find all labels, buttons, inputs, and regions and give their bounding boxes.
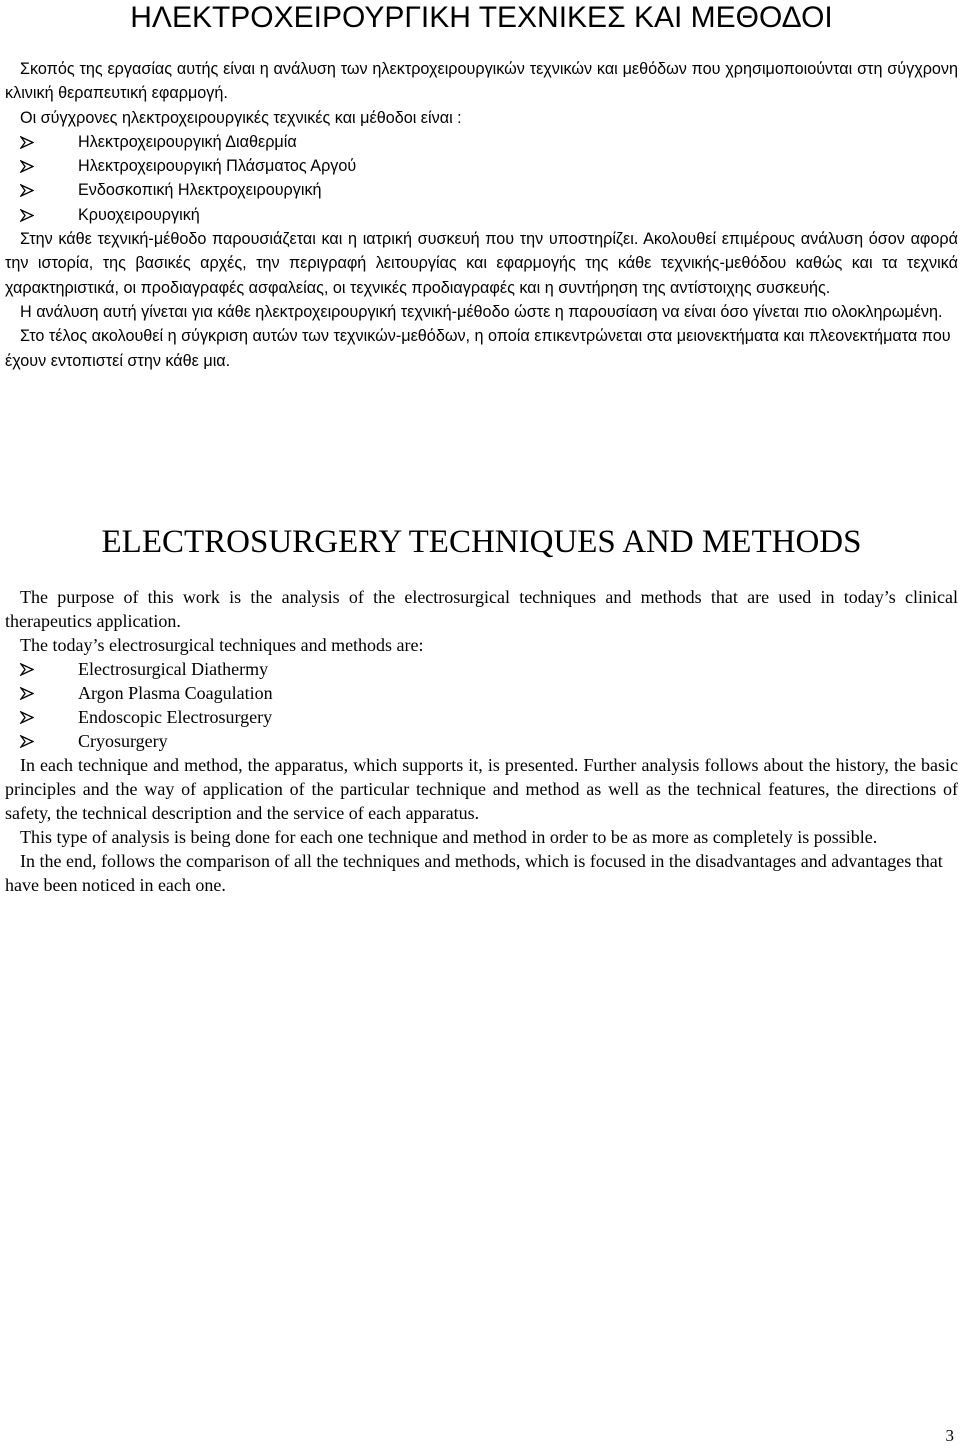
english-list-intro: The today’s electrosurgical techniques and methods are: — [20, 635, 424, 655]
english-paragraph-3: In the end, follows the comparison of all the techniques and methods, which is focused in the disadvantages and advantages that have been noticed in each one. — [5, 851, 943, 895]
list-item-label: Κρυοχειρουργική — [78, 205, 200, 224]
english-intro-paragraph: The purpose of this work is the analysis of the electrosurgical techniques and methods that are used in today’s clinical therapeutics application. — [5, 587, 958, 631]
greek-list-intro: Οι σύγχρονες ηλεκτροχειρουργικές τεχνικές και μέθοδοι είναι : — [20, 108, 462, 127]
list-item-label: Electrosurgical Diathermy — [78, 659, 269, 679]
list-item — [20, 154, 958, 178]
arrowhead-bullet-icon — [20, 184, 34, 197]
arrowhead-bullet-icon — [20, 136, 34, 149]
arrowhead-bullet-icon — [20, 735, 34, 748]
list-item-label: Ενδοσκοπική Ηλεκτροχειρουργική — [78, 181, 322, 200]
greek-body — [5, 57, 958, 373]
list-item — [20, 178, 958, 202]
english-body — [5, 585, 958, 897]
english-paragraph-2: This type of analysis is being done for each one technique and method in order to be as more as completely is possible. — [20, 827, 878, 847]
english-title: ELECTROSURGERY TECHNIQUES AND METHODS — [101, 524, 862, 560]
page-number: 3 — [945, 1426, 954, 1445]
list-item-label: Cryosurgery — [78, 731, 168, 751]
list-item — [20, 203, 958, 227]
arrowhead-bullet-icon — [20, 687, 34, 700]
english-abstract — [5, 522, 958, 897]
greek-paragraph-1: Στην κάθε τεχνική-μέθοδο παρουσιάζεται και η ιατρική συσκευή που την υποστηρίζει. Ακολουθεί επιμέρους ανάλυση όσον αφορά την ιστορία, της βασικές αρχές, την περιγραφή λειτουργίας και εφαρμογής της κάθε τεχνικής-μεθόδου καθώς και τα τεχνικά χαρακτηριστικά, οι προδιαγραφές ασφαλείας, οι τεχνικές προδιαγραφές και η συντήρηση της αντίστοιχης συσκευής. — [5, 230, 958, 297]
english-paragraph-1: In each technique and method, the apparatus, which supports it, is presented. Further analysis follows about the history, the basic principles and the way of application of the particular technique and method as well as the technical features, the directions of safety, the technical description and the service of each apparatus. — [5, 755, 958, 823]
greek-paragraph-3: Στο τέλος ακολουθεί η σύγκριση αυτών των τεχνικών-μεθόδων, η οποία επικεντρώνεται στα μειονεκτήματα και πλεονεκτήματα που έχουν εντοπιστεί στην κάθε μια. — [5, 327, 951, 370]
arrowhead-bullet-icon — [20, 209, 34, 222]
greek-title: ΗΛΕΚΤΡΟΧΕΙΡΟΥΡΓΙΚΗ ΤΕΧΝΙΚΕΣ ΚΑΙ ΜΕΘΟΔΟΙ — [130, 1, 833, 34]
arrowhead-bullet-icon — [20, 711, 34, 724]
list-item — [20, 705, 958, 729]
greek-intro-paragraph: Σκοπός της εργασίας αυτής είναι η ανάλυση των ηλεκτροχειρουργικών τεχνικών και μεθόδων που χρησιμοποιούνται στη σύγχρονη κλινική θεραπευτική εφαρμογή. — [5, 60, 958, 103]
list-item — [20, 130, 958, 154]
greek-abstract — [5, 0, 958, 373]
list-item — [20, 729, 958, 753]
list-item — [20, 681, 958, 705]
list-item-label: Ηλεκτροχειρουργική Πλάσματος Αργού — [78, 157, 357, 176]
list-item-label: Ηλεκτροχειρουργική Διαθερμία — [78, 132, 297, 151]
arrowhead-bullet-icon — [20, 160, 34, 173]
arrowhead-bullet-icon — [20, 663, 34, 676]
list-item-label: Endoscopic Electrosurgery — [78, 707, 273, 727]
greek-technique-list — [5, 130, 958, 227]
list-item — [20, 657, 958, 681]
list-item-label: Argon Plasma Coagulation — [78, 683, 273, 703]
english-technique-list — [5, 657, 958, 753]
greek-paragraph-2: Η ανάλυση αυτή γίνεται για κάθε ηλεκτροχειρουργική τεχνική-μέθοδο ώστε η παρουσίαση να είναι όσο γίνεται πιο ολοκληρωμένη. — [20, 302, 943, 321]
